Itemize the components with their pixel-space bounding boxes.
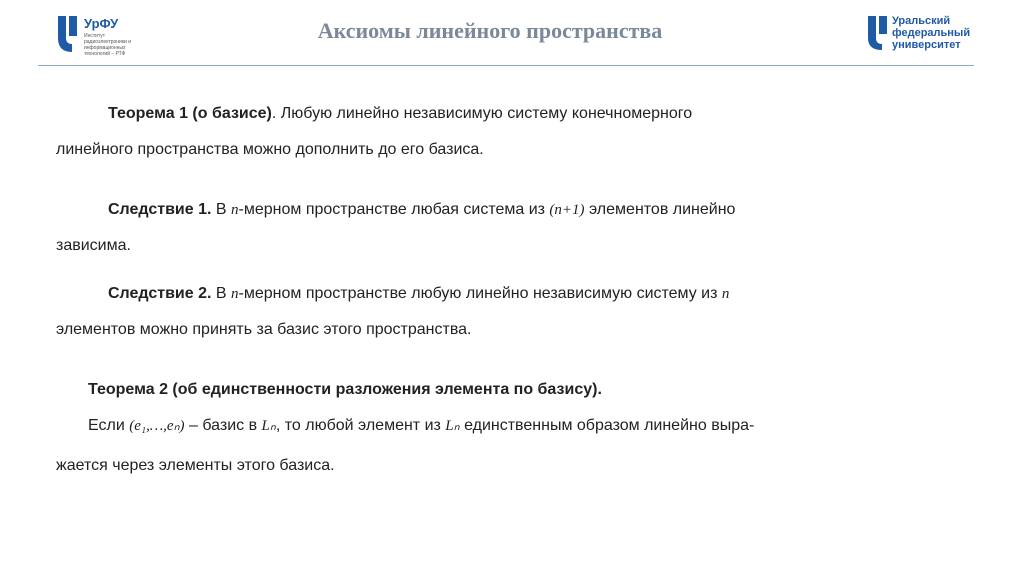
page-title: Аксиомы линейного пространства [317, 18, 663, 43]
university-name-line1: Уральский [892, 15, 951, 27]
slide-header [0, 0, 1024, 66]
theorem-2-text-d: единственным образом линейно выра- [459, 417, 755, 434]
theorem-1-line2: линейного пространства можно дополнить до его базиса. [56, 141, 484, 158]
corollary-1-line2: зависима. [56, 237, 131, 254]
theorem-2-label: Теорема 2 (об единственности разложения элемента по базису). [88, 381, 602, 398]
left-logo-name: УрФУ [84, 16, 119, 31]
university-logo-icon [866, 14, 890, 52]
university-name [892, 15, 970, 51]
theorem-1-label: Теорема 1 (о базисе) [108, 105, 272, 122]
theorem-2-line2: жается через элементы этого базиса. [56, 457, 335, 474]
corollary-2-n: n [231, 286, 239, 302]
corollary-2 [56, 282, 936, 354]
corollary-1-n: n [231, 202, 239, 218]
header-divider [38, 65, 974, 66]
corollary-1-expr: (n+1) [549, 202, 585, 218]
left-logo-subtitle: Институт радиоэлектроники и информационных технологий – РТФ [84, 33, 132, 57]
university-name-line2: федеральный [892, 27, 971, 39]
theorem-2-Ln: Lₙ [261, 418, 276, 434]
theorem-2 [56, 378, 936, 490]
theorem-1 [56, 102, 936, 174]
corollary-1-text-c: элементов линейно [584, 201, 736, 218]
theorem-2-text-c: , то любой элемент из [275, 417, 446, 434]
theorem-1-line1: . Любую линейно независимую систему конечномерного [271, 105, 693, 122]
corollary-1-text-b: -мерном пространстве любая система из [238, 201, 550, 218]
corollary-1-text-a: В [211, 201, 232, 218]
corollary-1-label: Следствие 1. [108, 201, 212, 218]
corollary-2-text-b: -мерном пространстве любую линейно независимую систему из [238, 285, 722, 302]
urfu-right-logo [866, 14, 976, 58]
urfu-logo-icon [56, 14, 80, 54]
corollary-2-n2: n [721, 286, 730, 302]
corollary-2-label: Следствие 2. [108, 285, 212, 302]
corollary-1 [56, 198, 936, 270]
theorem-2-text-b: – базис в [184, 417, 262, 434]
theorem-2-text-a: Если [88, 417, 130, 434]
theorem-2-basis-expr: (e₁,…,eₙ) [129, 418, 185, 434]
theorem-2-Ln2: Lₙ [445, 418, 460, 434]
corollary-2-line2: элементов можно принять за базис этого пространства. [56, 321, 472, 338]
urfu-left-logo [56, 14, 146, 58]
university-name-line3: университет [892, 39, 961, 51]
corollary-2-text-a: В [211, 285, 232, 302]
